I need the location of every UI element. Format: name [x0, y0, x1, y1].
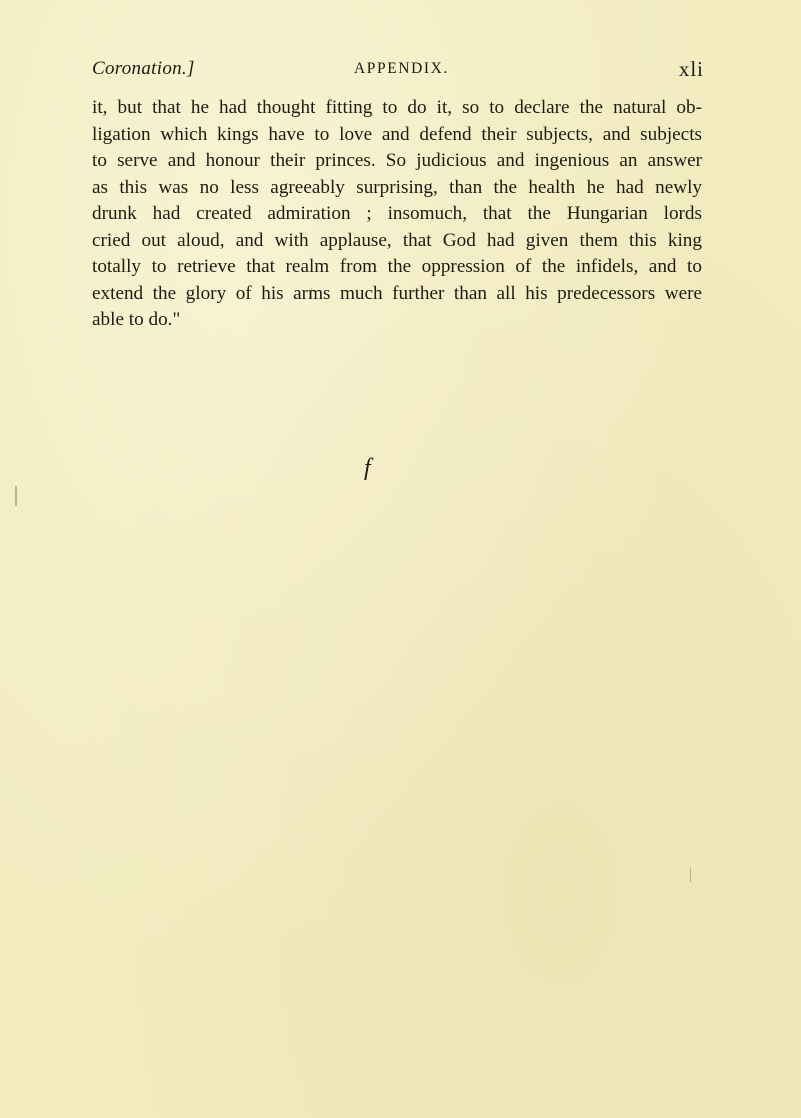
- running-head-section-title: Coronation.]: [92, 58, 195, 79]
- paper-speck: [311, 288, 312, 298]
- text-line: cried out aloud, and with applause, that God had given them this king: [92, 229, 702, 251]
- running-head-appendix-label: APPENDIX.: [354, 60, 449, 77]
- text-line: to serve and honour their princes. So judicious and ingenious an answer: [92, 150, 702, 171]
- page-number: xli: [678, 57, 704, 81]
- text-line: ligation which kings have to love and defend their subjects, and subjects: [92, 123, 702, 145]
- text-line: drunk had created admiration ; insomuch, that the Hungarian lords: [92, 203, 702, 224]
- paper-speck: [690, 868, 691, 882]
- running-head: [92, 58, 710, 84]
- text-line: totally to retrieve that realm from the oppression of the infidels, and to: [92, 256, 702, 277]
- body-paragraph: [92, 95, 702, 334]
- printer-signature-mark: f: [364, 455, 371, 481]
- text-line: able to do.": [92, 309, 181, 330]
- text-line: extend the glory of his arms much further than all his predecessors were: [92, 282, 702, 304]
- text-line: as this was no less agreeably surprising, than the health he had newly: [92, 176, 702, 198]
- text-line: it, but that he had thought fitting to do it, so to declare the natural ob-: [92, 97, 702, 118]
- paper-speck: [15, 486, 17, 506]
